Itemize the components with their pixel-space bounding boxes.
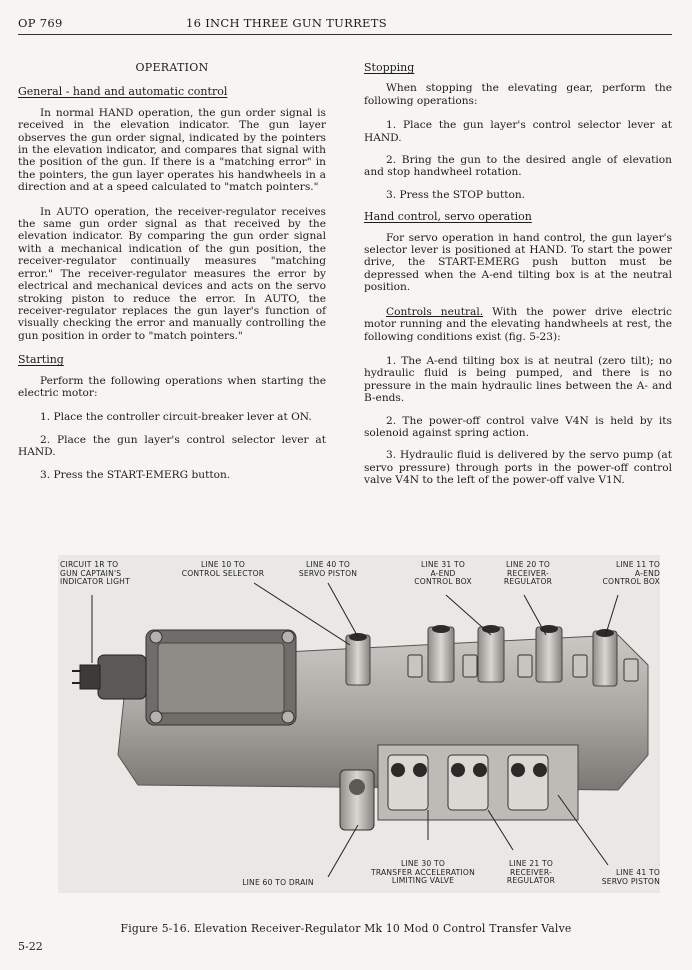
page-header (18, 16, 672, 34)
auto-operation-paragraph: In AUTO operation, the receiver-regulator receives the same gun order signal as that received by the elevation indicator. By comparing the gun order signal with a mechanical indication of the gun position, the receiver-regulator continually measures "matching error." The receiver-regulator measures the error by electrical and mechanical devices and acts on the servo stroking piston to reduce the error. In AUTO, the receiver-regulator replaces the gun layer's function of visually checking the error and manually controlling the gun position in order to "match pointers." (18, 205, 326, 342)
operation-heading: OPERATION (135, 61, 209, 74)
page-header-title: 16 INCH THREE GUN TURRETS (186, 16, 387, 30)
starting-heading: Starting (18, 353, 64, 367)
controls-neutral-paragraph (364, 306, 672, 343)
left-column (18, 62, 326, 491)
hand-control-heading: Hand control, servo operation (364, 210, 532, 224)
page-code: OP 769 (18, 16, 63, 30)
right-column (364, 62, 672, 497)
starting-step-1: 1. Place the controller circuit-breaker lever at ON. (40, 411, 312, 424)
callout-line-40: LINE 40 TO SERVO PISTON (298, 560, 358, 578)
condition-1: 1. The A-end tilting box is at neutral (zero tilt); no hydraulic fluid is being pumped, and there is no pressure in the main hydraulic lines between the A- and B-ends. (364, 354, 672, 405)
servo-operation-paragraph: For servo operation in hand control, the gun layer's selector lever is positioned at HAND. To start the power drive, the START-EMERG push button must be depressed when the A-end tilting box is at the neutral position. (364, 231, 672, 294)
starting-step-2: 2. Place the gun layer's control selector lever at HAND. (18, 433, 326, 459)
callout-circuit-1r: CIRCUIT 1R TO GUN CAPTAIN'S INDICATOR LIGHT (60, 560, 130, 587)
starting-step-3: 3. Press the START-EMERG button. (40, 468, 231, 481)
stopping-intro: When stopping the elevating gear, perform the following operations: (364, 82, 672, 107)
header-rule (18, 34, 672, 35)
figure-caption: Figure 5-16. Elevation Receiver-Regulator Mk 10 Mod 0 Control Transfer Valve (120, 922, 572, 935)
controls-neutral-text: With the power drive electric motor running and the elevating handwheels at rest, the following conditions exist (fig. 5-23): (364, 305, 672, 343)
callout-line-11: LINE 11 TO A-END CONTROL BOX (602, 560, 660, 587)
page-number: 5-22 (18, 940, 43, 953)
stopping-step-2: 2. Bring the gun to the desired angle of elevation and stop handwheel rotation. (364, 154, 672, 179)
callout-line-41: LINE 41 TO SERVO PISTON (601, 868, 660, 886)
valve-photo-illustration (58, 555, 660, 893)
general-heading: General - hand and automatic control (18, 85, 228, 99)
callout-line-21: LINE 21 TO RECEIVER- REGULATOR (506, 859, 556, 886)
callout-line-60: LINE 60 TO DRAIN (242, 878, 314, 887)
stopping-step-1: 1. Place the gun layer's control selector lever at HAND. (364, 119, 672, 144)
callout-line-31: LINE 31 TO A-END CONTROL BOX (414, 560, 472, 587)
starting-intro: Perform the following operations when starting the electric motor: (18, 374, 326, 399)
condition-2: 2. The power-off control valve V4N is held by its solenoid against spring action. (364, 414, 672, 439)
callout-line-30: LINE 30 TO TRANSFER ACCELERATION LIMITING VALVE (371, 859, 475, 886)
callout-line-10: LINE 10 TO CONTROL SELECTOR (181, 560, 265, 578)
condition-3: 3. Hydraulic fluid is delivered by the servo pump (at servo pressure) through ports in the power-off control valve V4N to the left of the power-off valve V1N. (364, 449, 672, 487)
stopping-step-3: 3. Press the STOP button. (386, 188, 526, 201)
controls-neutral-label: Controls neutral. (386, 305, 484, 318)
callout-line-20: LINE 20 TO RECEIVER- REGULATOR (503, 560, 553, 587)
stopping-heading: Stopping (364, 61, 415, 74)
control-transfer-valve-figure (58, 555, 660, 893)
hand-operation-paragraph: In normal HAND operation, the gun order signal is received in the elevation indicator. The gun layer observes the gun order signal, indicated by the pointers in the elevation indicator, and compares that signal with the position of the gun. If there is a "matching error" in the pointers, the gun layer operates his handwheels in a direction and at a speed calculated to "match pointers." (18, 106, 326, 194)
